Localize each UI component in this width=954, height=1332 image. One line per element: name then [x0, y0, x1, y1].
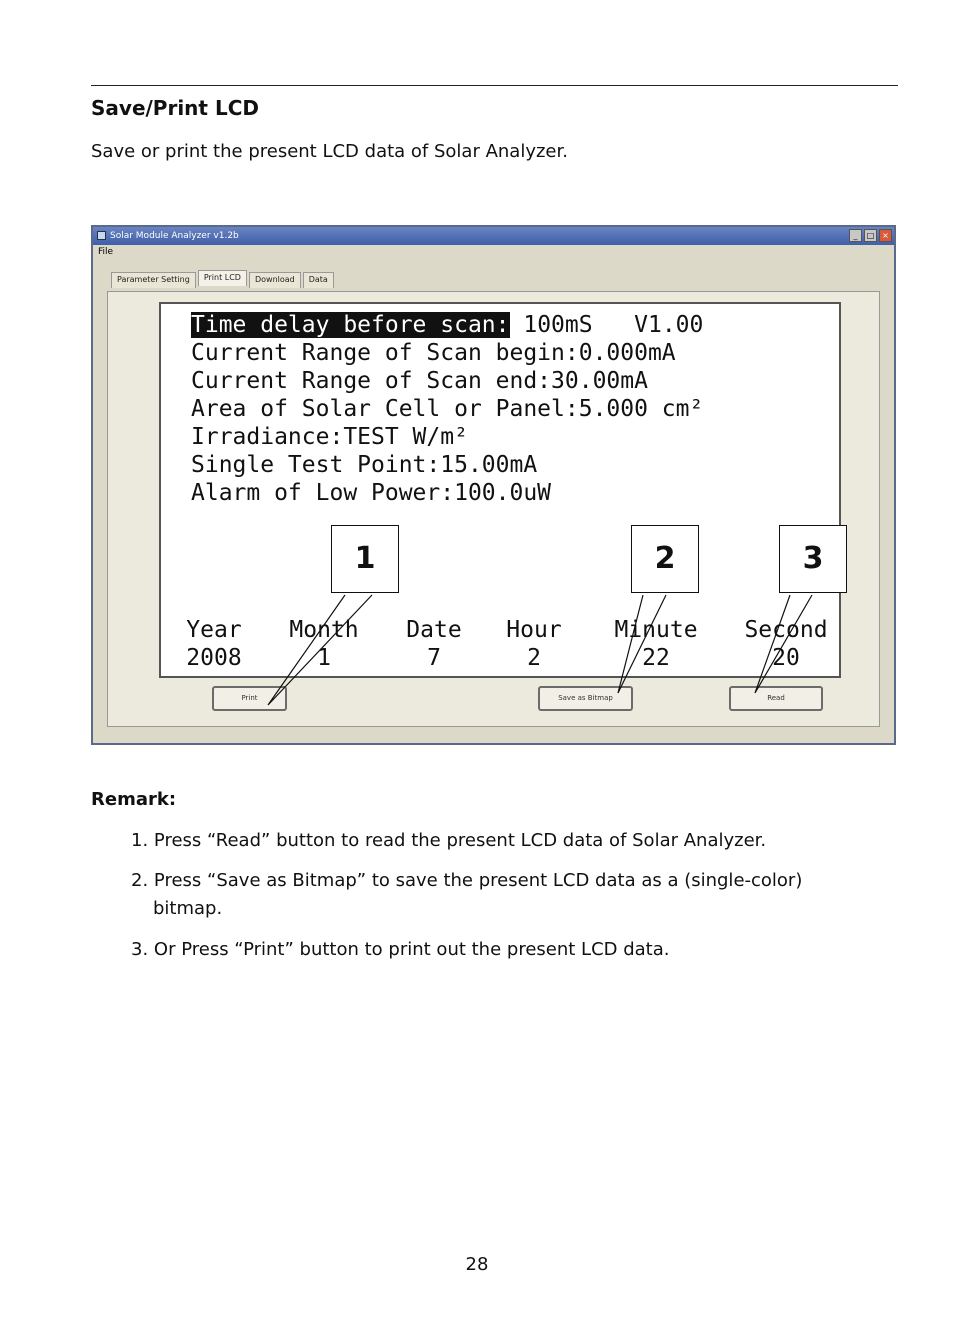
- callout-3: 3: [779, 525, 847, 593]
- tab-download[interactable]: Download: [249, 272, 301, 288]
- callout-1: 1: [331, 525, 399, 593]
- remark-item-2: [131, 867, 802, 895]
- remark-title: Remark:: [91, 789, 177, 810]
- maximize-icon[interactable]: □: [864, 229, 877, 242]
- lcd-line-6: Single Test Point:15.00mA: [191, 452, 538, 478]
- lcd-line-1-value: 100mS V1.00: [509, 312, 704, 338]
- lcd-line-2: Current Range of Scan begin:0.000mA: [191, 340, 676, 366]
- print-button[interactable]: Print: [212, 686, 287, 711]
- section-title: Save/Print LCD: [91, 96, 259, 120]
- month-value: 1: [317, 645, 331, 671]
- lcd-line-3: Current Range of Scan end:30.00mA: [191, 368, 648, 394]
- lcd-line-4: Area of Solar Cell or Panel:5.000 cm²: [191, 396, 704, 422]
- remark-item-number: 2.: [131, 870, 149, 891]
- remark-item-3: [131, 936, 669, 964]
- save-as-bitmap-button[interactable]: Save as Bitmap: [538, 686, 633, 711]
- lcd-line-7: Alarm of Low Power:100.0uW: [191, 480, 552, 506]
- lcd-line-5: Irradiance:TEST W/m²: [191, 424, 468, 450]
- remark-item-1: [131, 827, 766, 855]
- remark-item-text: Press “Read” button to read the present LCD data of Solar Analyzer.: [153, 830, 767, 851]
- remark-item-number: 1.: [131, 830, 149, 851]
- second-value: 20: [772, 645, 800, 671]
- tab-print-lcd[interactable]: Print LCD: [198, 270, 247, 286]
- window-title: Solar Module Analyzer v1.2b: [110, 231, 239, 241]
- date-value: 7: [427, 645, 441, 671]
- second-label: Second: [744, 617, 828, 643]
- lcd-highlight: Time delay before scan:: [191, 312, 510, 338]
- year-label: Year: [186, 617, 242, 643]
- callout-2-pointer: [618, 595, 666, 693]
- minute-value: 22: [642, 645, 670, 671]
- section-description: Save or print the present LCD data of Solar Analyzer.: [91, 141, 568, 162]
- hour-value: 2: [527, 645, 541, 671]
- remark-item-number: 3.: [131, 939, 149, 960]
- date-label: Date: [406, 617, 462, 643]
- remark-item-text: Press “Save as Bitmap” to save the present LCD data as a (single-color): [153, 870, 803, 891]
- minimize-icon[interactable]: _: [849, 229, 862, 242]
- callout-1-pointer: [268, 595, 372, 705]
- hour-label: Hour: [506, 617, 562, 643]
- callout-2: 2: [631, 525, 699, 593]
- remark-item-2-continued: bitmap.: [153, 898, 223, 919]
- close-icon[interactable]: ×: [879, 229, 892, 242]
- read-button[interactable]: Read: [729, 686, 823, 711]
- remark-item-text: Or Press “Print” button to print out the present LCD data.: [153, 939, 670, 960]
- tab-parameter-setting[interactable]: Parameter Setting: [111, 272, 196, 288]
- minute-label: Minute: [614, 617, 698, 643]
- menu-file[interactable]: File: [98, 247, 114, 257]
- month-label: Month: [289, 617, 359, 643]
- page-number: 28: [465, 1254, 489, 1275]
- tab-data[interactable]: Data: [303, 272, 334, 288]
- year-value: 2008: [186, 645, 242, 671]
- callout-3-pointer: [755, 595, 812, 693]
